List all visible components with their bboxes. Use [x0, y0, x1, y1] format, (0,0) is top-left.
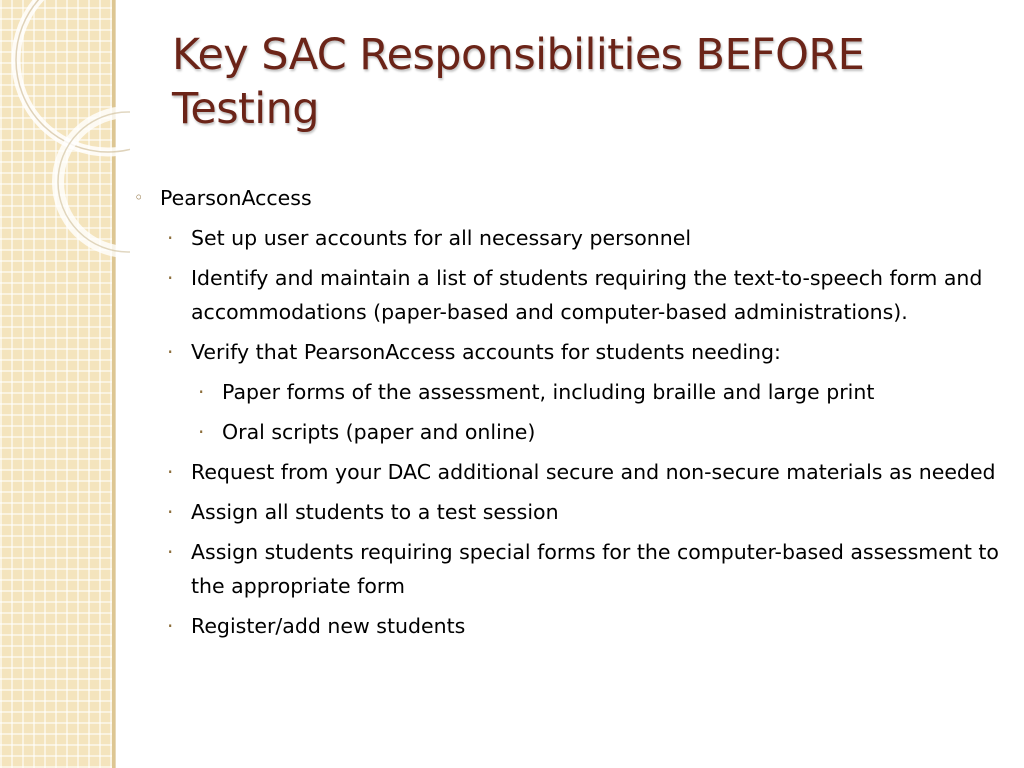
list-item: [160, 261, 1000, 329]
dot-bullet-icon: ·: [198, 380, 205, 404]
list-item-text: Identify and maintain a list of students requiring the text-to-speech form and accommodations (paper-based and computer-based administrations).: [191, 266, 983, 324]
list-item-text: Register/add new students: [191, 614, 466, 638]
dot-bullet-icon: ·: [167, 540, 174, 564]
list-item-label: PearsonAccess: [160, 186, 312, 210]
decorative-circles: [0, 0, 130, 280]
list-item: [160, 335, 1000, 369]
list-item-text: Assign students requiring special forms for the computer-based assessment to the appropriate form: [191, 540, 999, 598]
hollow-circle-bullet-icon: ◦: [134, 188, 144, 207]
dot-bullet-icon: ·: [167, 340, 174, 364]
list-item-pearsonaccess: [130, 181, 1000, 215]
dot-bullet-icon: ·: [198, 420, 205, 444]
list-item: [160, 535, 1000, 603]
sub-list-item: [191, 375, 1000, 409]
dot-bullet-icon: ·: [167, 500, 174, 524]
dot-bullet-icon: ·: [167, 226, 174, 250]
dot-bullet-icon: ·: [167, 614, 174, 638]
list-item-text: Assign all students to a test session: [191, 500, 559, 524]
sub-list-item-text: Oral scripts (paper and online): [222, 420, 536, 444]
list-item-text: Verify that PearsonAccess accounts for students needing:: [191, 340, 781, 364]
list-item: [160, 221, 1000, 255]
list-item: [160, 609, 1000, 643]
list-item-text: Request from your DAC additional secure and non-secure materials as needed: [191, 460, 996, 484]
list-item: [160, 495, 1000, 529]
list-item-text: Set up user accounts for all necessary personnel: [191, 226, 692, 250]
dot-bullet-icon: ·: [167, 266, 174, 290]
sub-list-item-text: Paper forms of the assessment, including braille and large print: [222, 380, 875, 404]
slide-title: Key SAC Responsibilities BEFORE Testing: [172, 30, 865, 134]
slide-content: [130, 181, 1000, 649]
dot-bullet-icon: ·: [167, 460, 174, 484]
sub-list-item: [191, 415, 1000, 449]
list-item: [160, 455, 1000, 489]
